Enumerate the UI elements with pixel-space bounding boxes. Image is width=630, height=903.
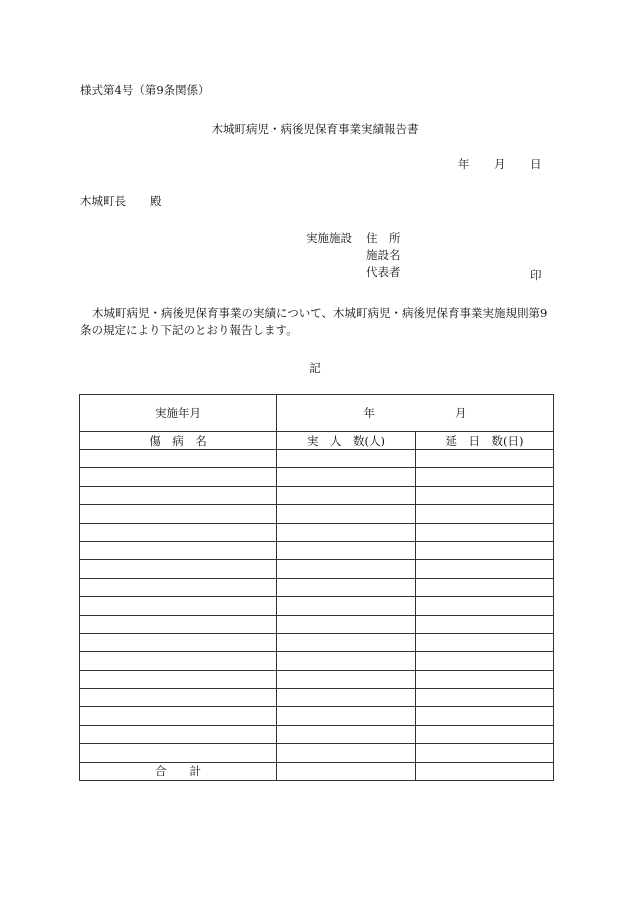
persons-cell[interactable] [277, 633, 416, 651]
table-row [80, 725, 554, 743]
persons-cell[interactable] [277, 615, 416, 633]
persons-cell[interactable] [277, 486, 416, 504]
days-cell[interactable] [416, 523, 554, 541]
days-cell[interactable] [416, 615, 554, 633]
persons-cell[interactable] [277, 725, 416, 743]
ki-heading: 記 [309, 361, 321, 375]
report-table [79, 394, 554, 781]
days-cell[interactable] [416, 505, 554, 523]
address-label: 住 所 [366, 231, 401, 245]
total-label: 合 計 [80, 762, 277, 780]
disease-name-cell[interactable] [80, 615, 277, 633]
facility-block [306, 230, 432, 281]
table-row [80, 670, 554, 688]
days-cell[interactable] [416, 707, 554, 725]
days-cell[interactable] [416, 652, 554, 670]
days-cell[interactable] [416, 597, 554, 615]
days-cell[interactable] [416, 560, 554, 578]
period-year: 年 [363, 406, 375, 420]
days-cell[interactable] [416, 744, 554, 762]
table-row [80, 450, 554, 468]
persons-cell[interactable] [277, 689, 416, 707]
body-text: 木城町病児・病後児保育事業の実績について、木城町病児・病後児保育事業実施規則第9条の規定により下記のとおり報告します。 [80, 306, 548, 337]
disease-name-cell[interactable] [80, 468, 277, 486]
persons-cell[interactable] [277, 560, 416, 578]
table-row [80, 505, 554, 523]
disease-name-cell[interactable] [80, 541, 277, 559]
days-cell[interactable] [416, 541, 554, 559]
table-row [80, 486, 554, 504]
table-row [80, 689, 554, 707]
persons-cell[interactable] [277, 670, 416, 688]
disease-name-cell[interactable] [80, 652, 277, 670]
table-row [80, 633, 554, 651]
total-row [80, 762, 554, 780]
date-line [458, 156, 542, 172]
column-header-days: 延 日 数(日) [416, 432, 554, 450]
column-header-disease: 傷 病 名 [80, 432, 277, 450]
table-row [80, 578, 554, 596]
column-header-row [80, 432, 554, 450]
table-row [80, 615, 554, 633]
disease-name-cell[interactable] [80, 560, 277, 578]
table-row [80, 744, 554, 762]
table-row [80, 468, 554, 486]
addressee [80, 193, 162, 209]
total-days-cell[interactable] [416, 762, 554, 780]
persons-cell[interactable] [277, 468, 416, 486]
date-month-label: 月 [494, 157, 506, 171]
table-row [80, 652, 554, 670]
persons-cell[interactable] [277, 541, 416, 559]
disease-name-cell[interactable] [80, 486, 277, 504]
persons-cell[interactable] [277, 450, 416, 468]
disease-name-cell[interactable] [80, 450, 277, 468]
table-row [80, 560, 554, 578]
days-cell[interactable] [416, 468, 554, 486]
facility-heading: 実施施設 [306, 231, 352, 245]
disease-name-cell[interactable] [80, 689, 277, 707]
persons-cell[interactable] [277, 523, 416, 541]
persons-cell[interactable] [277, 597, 416, 615]
disease-name-cell[interactable] [80, 597, 277, 615]
table-row [80, 597, 554, 615]
disease-name-cell[interactable] [80, 670, 277, 688]
table-row [80, 707, 554, 725]
days-cell[interactable] [416, 633, 554, 651]
persons-cell[interactable] [277, 652, 416, 670]
addressee-honorific: 殿 [150, 194, 162, 208]
persons-cell[interactable] [277, 505, 416, 523]
period-value [277, 395, 554, 432]
persons-cell[interactable] [277, 707, 416, 725]
representative-label: 代表者 [366, 265, 401, 279]
document-title: 木城町病児・病後児保育事業実績報告書 [211, 122, 419, 136]
table-row [80, 523, 554, 541]
disease-name-cell[interactable] [80, 578, 277, 596]
facility-name-label: 施設名 [366, 248, 401, 262]
disease-name-cell[interactable] [80, 725, 277, 743]
form-number: 様式第4号（第9条関係） [80, 83, 210, 97]
days-cell[interactable] [416, 670, 554, 688]
disease-name-cell[interactable] [80, 707, 277, 725]
date-day-label: 日 [530, 157, 542, 171]
days-cell[interactable] [416, 450, 554, 468]
persons-cell[interactable] [277, 578, 416, 596]
period-month: 月 [455, 406, 467, 420]
days-cell[interactable] [416, 689, 554, 707]
period-label: 実施年月 [80, 395, 277, 432]
disease-name-cell[interactable] [80, 505, 277, 523]
addressee-name: 木城町長 [80, 194, 126, 208]
table-row [80, 541, 554, 559]
disease-name-cell[interactable] [80, 523, 277, 541]
disease-name-cell[interactable] [80, 633, 277, 651]
disease-name-cell[interactable] [80, 744, 277, 762]
days-cell[interactable] [416, 578, 554, 596]
seal-mark: 印 [530, 268, 542, 282]
date-year-label: 年 [458, 157, 470, 171]
total-persons-cell[interactable] [277, 762, 416, 780]
days-cell[interactable] [416, 725, 554, 743]
days-cell[interactable] [416, 486, 554, 504]
column-header-persons: 実 人 数(人) [277, 432, 416, 450]
period-row [80, 395, 554, 432]
persons-cell[interactable] [277, 744, 416, 762]
